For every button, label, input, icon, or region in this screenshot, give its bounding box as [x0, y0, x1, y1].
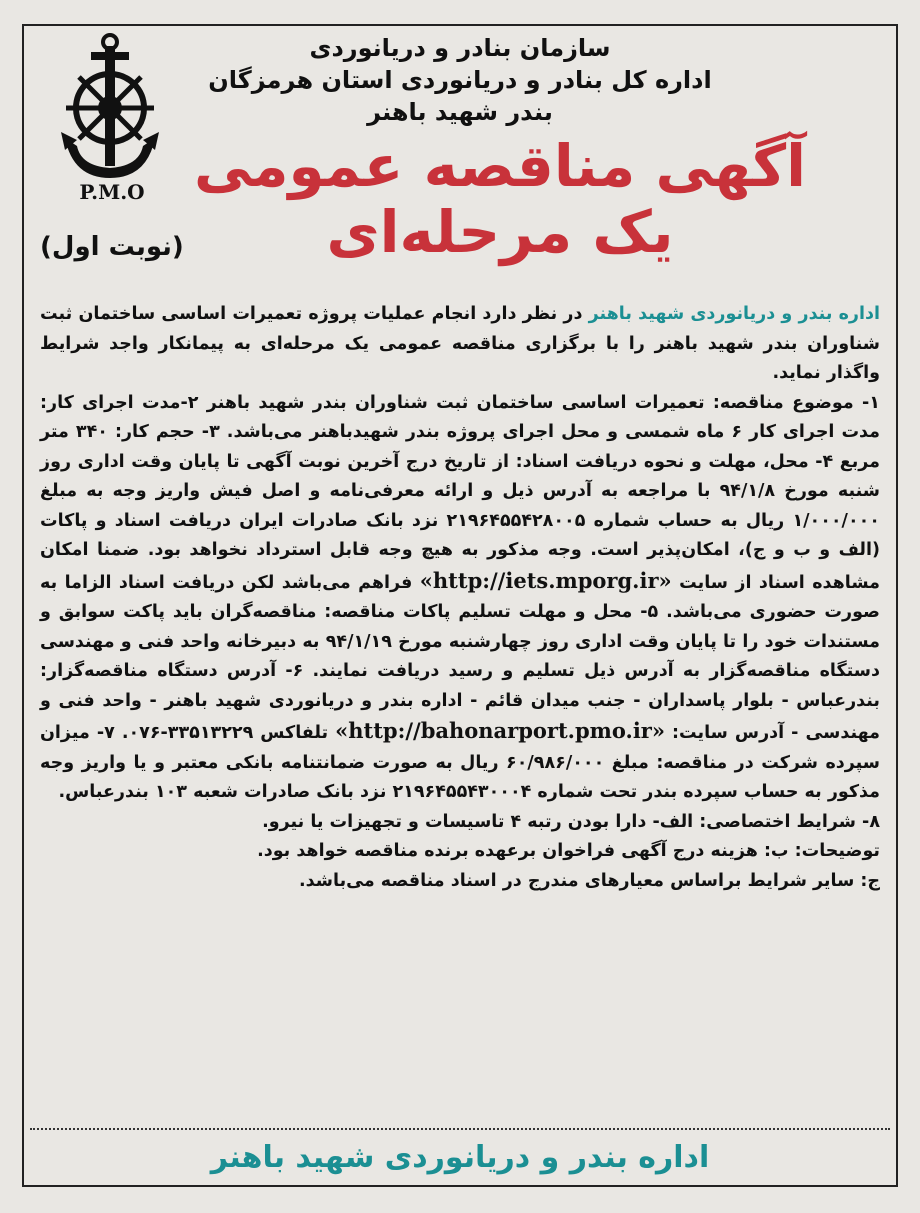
- item8-text: الف- دارا بودن رتبه ۴ تاسیسات و تجهیزات یا نیرو.: [262, 811, 700, 832]
- item4-text: از تاریخ درج آخرین نوبت آگهی تا پایان وقت اداری روز شنبه مورخ ۹۴/۱/۸ با مراجعه به آدرس ذیل و ارائه معرفی‌نامه و اصل فیش واریز وجه به مبلغ ۱/۰۰۰/۰۰۰ ریال به حساب شماره ۲۱۹۶۴۵۵۴۲۸۰۰۵ نزد بانک صادرات ایران دریافت اسناد و پاکات (الف و ب و ج)، امکان‌پذیر است. وجه مذکور به هیچ وجه قابل استرداد نخواهد بود. ضمنا امکان مشاهده اسناد از سایت: [40, 451, 880, 593]
- title-line-2: یک مرحله‌ای: [326, 198, 674, 266]
- item7-text: مبلغ ۶۰/۹۸۶/۰۰۰ ریال به صورت ضمانتنامه بانکی معتبر و یا واریز وجه مذکور به حساب سپرده بندر تحت شماره ۲۱۹۶۴۵۵۴۳۰۰۰۴ نزد بانک صادرات شعبه ۱۰۳ بندرعباس.: [40, 752, 880, 802]
- publication-round: (نوبت اول): [40, 232, 184, 262]
- notes-label: توضیحات:: [794, 841, 880, 861]
- items-paragraph: [40, 389, 880, 808]
- item6-after: تلفاکس ۳۳۵۱۳۲۲۹-۰۷۶.: [114, 723, 336, 743]
- item7-label: ۷- میزان سپرده شرکت در مناقصه:: [40, 723, 881, 773]
- intro-org: اداره بندر و دریانوردی شهید باهنر: [588, 304, 880, 324]
- intro-text: در نظر دارد انجام عملیات پروژه: [302, 304, 589, 324]
- org-line-2: اداره کل بنادر و دریانوردی استان هرمزگان: [208, 66, 712, 94]
- organization-header: [0, 32, 920, 128]
- item3-text: ۳۴۰ متر مربع: [40, 422, 881, 472]
- intro-paragraph: [40, 300, 880, 389]
- port-site-link[interactable]: «http://bahonarport.pmo.ir»: [335, 718, 665, 743]
- item6-label: ۶- آدرس دستگاه مناقصه‌گزار:: [40, 661, 304, 681]
- documents-site-link[interactable]: «http://iets.mporg.ir»: [419, 567, 672, 593]
- notes-c-paragraph: [40, 867, 880, 897]
- tender-body: [40, 300, 880, 896]
- org-line-3: بندر شهید باهنر: [367, 98, 553, 126]
- item5-label: ۵- محل و مهلت تسلیم پاکات مناقصه:: [324, 602, 659, 622]
- intro-rest: را با برگزاری مناقصه عمومی یک مرحله‌ای به پیمانکار واجد شرایط واگذار نماید.: [40, 333, 880, 383]
- item2-text: مدت اجرای کار ۶ ماه شمسی و محل اجرای پروژه بندر شهیدباهنر می‌باشد.: [226, 422, 880, 442]
- logo-caption: P.M.O: [79, 180, 145, 204]
- item2-label: ۲-مدت اجرای کار:: [40, 392, 199, 413]
- org-line-1: سازمان بنادر و دریانوردی: [309, 34, 611, 62]
- item1-text: تعمیرات اساسی ساختمان ثبت شناوران بندر شهید باهنر: [198, 392, 713, 413]
- item8-label: ۸- شرایط اختصاصی:: [699, 811, 880, 832]
- title-line-1: آگهی مناقصه عمومی: [193, 132, 807, 200]
- notes-b: ب: هزینه درج آگهی فراخوان برعهده برنده مناقصه خواهد بود.: [257, 841, 795, 861]
- item3-label: ۳- حجم کار:: [114, 422, 220, 442]
- item4-after: فراهم می‌باشد لکن دریافت اسناد الزاما به صورت حضوری می‌باشد.: [40, 572, 880, 622]
- item4-label: ۴- محل، مهلت و نحوه دریافت اسناد:: [515, 451, 834, 472]
- notes-c: ج: سایر شرایط براساس معیارهای مندرج در اسناد مناقصه می‌باشد.: [299, 870, 880, 891]
- item5-text: مناقصه‌گران باید پاکت سوابق و مستندات خود را تا پایان وقت اداری روز چهارشنبه مورخ ۹۴/۱/۱۹ به دبیرخانه واحد فنی و مهندسی دستگاه مناقصه‌گزار به آدرس ذیل تسلیم و رسید دریافت نمایند.: [40, 602, 881, 681]
- footer-divider: [30, 1128, 890, 1130]
- item8-paragraph: [40, 808, 880, 838]
- item1-label: ۱- موضوع مناقصه:: [712, 392, 880, 413]
- footer-signature: اداره بندر و دریانوردی شهید باهنر: [210, 1140, 710, 1175]
- intro-project: تعمیرات اساسی ساختمان ثبت شناوران بندر شهید باهنر: [40, 304, 880, 354]
- notes-paragraph: [40, 837, 880, 867]
- item6-text: بندرعباس - بلوار پاسداران - جنب میدان قائم - اداره بندر و دریانوردی شهید باهنر - واحد فنی و مهندسی - آدرس سایت:: [40, 690, 881, 743]
